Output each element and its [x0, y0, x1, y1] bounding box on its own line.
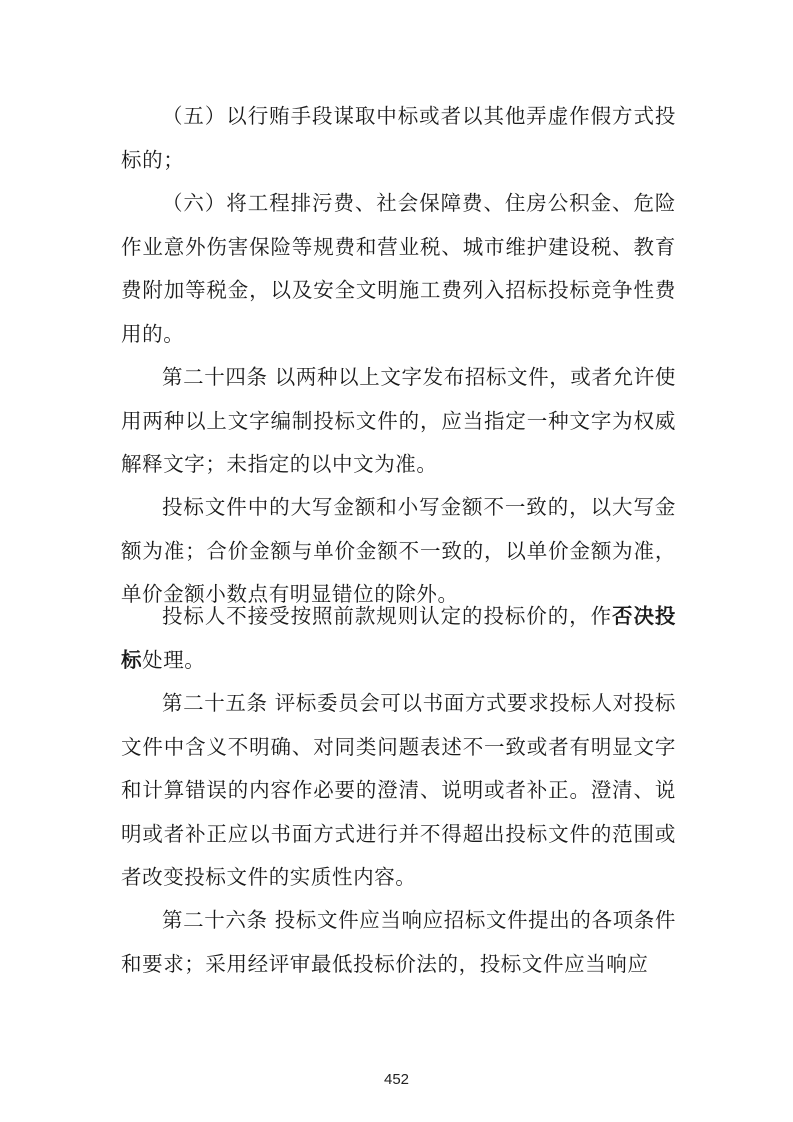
paragraph-1-text: （五）以行贿手段谋取中标或者以其他弄虚作假方式投标的； [121, 104, 676, 172]
paragraph-5-text: 投标人不接受按照前款规则认定的投标价的，作 [162, 604, 613, 628]
article-25 [121, 682, 676, 900]
article-24-text: 第二十四条 以两种以上文字发布招标文件，或者允许使用两种以上文字编制投标文件的，应当指定一种文字为权威解释文字；未指定的以中文为准。 [121, 365, 676, 476]
article-25-text: 第二十五条 评标委员会可以书面方式要求投标人对投标文件中含义不明确、对同类问题表述不一致或者有明显文字和计算错误的内容作必要的澄清、说明或者补正。澄清、说明或者补正应以书面方式进行并不得超出投标文件的范围或者改变投标文件的实质性内容。 [121, 691, 676, 889]
paragraph-4-text: 投标文件中的大写金额和小写金额不一致的，以大写金额为准；合价金额与单价金额不一致的，以单价金额为准，单价金额小数点有明显错位的除外。 [121, 495, 676, 606]
paragraph-5 [121, 595, 676, 682]
paragraph-5-bold-text: 否决投标 [121, 604, 676, 672]
article-26-text: 第二十六条 投标文件应当响应招标文件提出的各项条件和要求；采用经评审最低投标价法的，投标文件应当响应 [121, 908, 676, 976]
article-26 [121, 899, 676, 986]
page-number: 452 [383, 1071, 410, 1088]
paragraph-1 [121, 95, 676, 182]
paragraph-2 [121, 182, 676, 356]
article-24 [121, 356, 676, 487]
paragraph-2-text: （六）将工程排污费、社会保障费、住房公积金、危险作业意外伤害保险等规费和营业税、城市维护建设税、教育费附加等税金，以及安全文明施工费列入招标投标竞争性费用的。 [121, 191, 676, 346]
paragraph-5-tail-text: 处理。 [142, 647, 206, 672]
